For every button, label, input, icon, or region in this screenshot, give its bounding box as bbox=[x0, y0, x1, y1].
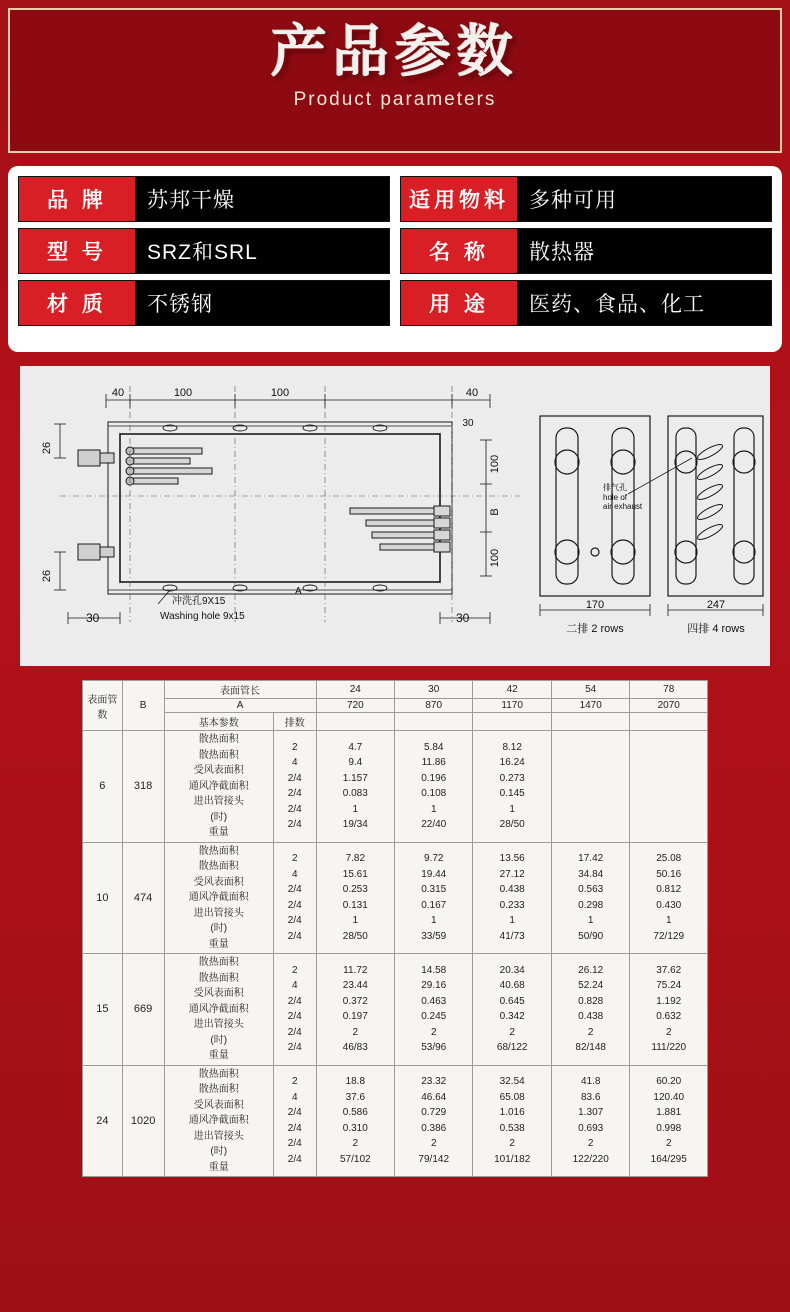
cell-value: 20.34 bbox=[499, 964, 525, 976]
cell-value: 5.84 bbox=[423, 741, 444, 753]
cell-value: 2 bbox=[587, 1138, 594, 1150]
cell-value: 4.7 bbox=[348, 741, 363, 753]
cell-value: 75.24 bbox=[656, 980, 682, 992]
spec-value-model: SRZ和SRL bbox=[135, 229, 389, 273]
param-label: 受风表面积 bbox=[193, 765, 244, 776]
note-air-exhaust-cn: 排气孔 bbox=[603, 483, 627, 492]
param-label: 散热面积 bbox=[198, 749, 239, 761]
cell-value: 2 bbox=[665, 1026, 672, 1038]
cell-value: 37.62 bbox=[656, 964, 682, 976]
cell-value: 23.44 bbox=[342, 980, 368, 992]
cell-value: 32.54 bbox=[499, 1076, 525, 1088]
group-b: 474 bbox=[122, 842, 164, 954]
cell-g3-c5 bbox=[630, 954, 708, 1066]
rows-value: 2/4 bbox=[287, 1138, 302, 1150]
cell-value: 50/90 bbox=[578, 930, 604, 942]
header-length-54: 54 bbox=[551, 681, 630, 699]
cell-value: 14.58 bbox=[421, 964, 447, 976]
caption-4-rows: 四排 4 rows bbox=[687, 623, 745, 635]
cell-value: 1.881 bbox=[656, 1107, 682, 1119]
cell-value: 0.315 bbox=[421, 884, 447, 896]
rows-values-1 bbox=[273, 731, 316, 843]
dim-100-r2: 100 bbox=[489, 548, 501, 568]
cell-value: 11.72 bbox=[343, 964, 368, 976]
spec-key-name: 名 称 bbox=[401, 229, 517, 273]
table-row bbox=[83, 731, 708, 843]
dim-30-small: 30 bbox=[462, 418, 474, 429]
cell-value: 0.372 bbox=[342, 995, 368, 1007]
param-label: 受风表面积 bbox=[193, 988, 244, 999]
rows-value: 4 bbox=[291, 980, 298, 992]
param-label-list-3 bbox=[164, 954, 273, 1066]
param-label-list-2 bbox=[164, 842, 273, 954]
cell-value: 65.08 bbox=[499, 1091, 525, 1103]
table-header-row-1 bbox=[83, 681, 708, 699]
cell-g2-c4 bbox=[551, 842, 630, 954]
rows-value: 2 bbox=[291, 964, 298, 976]
note-air-exhaust-en2: air exhaust bbox=[603, 502, 643, 511]
cell-value: 19.44 bbox=[421, 868, 447, 880]
param-label: 重量 bbox=[208, 1161, 229, 1173]
header-surface-length-a: A bbox=[164, 699, 316, 713]
cell-g2-c5 bbox=[630, 842, 708, 954]
note-washing-hole-en: Washing hole 9x15 bbox=[160, 611, 245, 622]
rows-value: 2 bbox=[291, 1076, 298, 1088]
spec-table bbox=[8, 166, 782, 352]
dim-170: 170 bbox=[585, 599, 605, 611]
param-label: (时) bbox=[210, 923, 228, 934]
cell-g1-c1 bbox=[316, 731, 394, 843]
dim-B-label: B bbox=[489, 508, 501, 516]
spec-key-usage: 用 途 bbox=[401, 281, 517, 325]
cell-g2-c1 bbox=[316, 842, 394, 954]
cell-value: 29.16 bbox=[421, 980, 447, 992]
dim-100-r1: 100 bbox=[489, 454, 501, 474]
header-b: B bbox=[122, 681, 164, 731]
param-label: 通风净截面积 bbox=[188, 1115, 249, 1126]
param-label: 重量 bbox=[208, 938, 229, 950]
param-label-list-1 bbox=[164, 731, 273, 843]
header-a-1470: 1470 bbox=[551, 699, 630, 713]
dim-100-b: 100 bbox=[270, 387, 290, 399]
cell-value: 0.253 bbox=[342, 884, 368, 896]
header-surface-length-cn: 表面管长 bbox=[164, 681, 316, 699]
cell-value: 28/50 bbox=[499, 819, 525, 831]
cell-value: 9.4 bbox=[348, 757, 363, 769]
param-label: 散热面积 bbox=[198, 972, 239, 984]
header-length-24: 24 bbox=[316, 681, 394, 699]
dim-40-right: 40 bbox=[465, 387, 479, 399]
param-label: 通风净截面积 bbox=[188, 780, 249, 792]
spec-key-material-applicable: 适用物料 bbox=[401, 177, 517, 221]
cell-value: 0.586 bbox=[342, 1107, 368, 1119]
cell-value: 0.438 bbox=[499, 884, 525, 896]
rows-value: 4 bbox=[291, 757, 298, 769]
note-washing-hole-cn: 冲洗孔9X15 bbox=[172, 596, 226, 607]
cell-value: 82/148 bbox=[575, 1042, 606, 1054]
cell-g4-c2 bbox=[395, 1065, 473, 1177]
header-a-720: 720 bbox=[316, 699, 394, 713]
spec-row-name bbox=[400, 228, 772, 274]
cell-value: 0.197 bbox=[342, 1011, 368, 1023]
cell-value: 0.131 bbox=[342, 899, 368, 911]
cell-g3-c3 bbox=[473, 954, 552, 1066]
cell-value: 57/102 bbox=[340, 1153, 371, 1165]
dim-40-left: 40 bbox=[111, 387, 125, 399]
cell-value: 1.016 bbox=[499, 1107, 525, 1119]
header-blank-5 bbox=[630, 713, 708, 731]
cell-value: 53/96 bbox=[421, 1042, 447, 1054]
rows-value: 4 bbox=[291, 868, 298, 880]
header-a-1170: 1170 bbox=[473, 699, 552, 713]
cell-value: 0.298 bbox=[578, 899, 604, 911]
group-no: 6 bbox=[83, 731, 123, 843]
cell-value: 13.56 bbox=[499, 853, 525, 865]
cell-value: 120.40 bbox=[653, 1091, 685, 1103]
dim-30-bottom-left: 30 bbox=[86, 611, 100, 625]
cell-g3-c4 bbox=[551, 954, 630, 1066]
cell-value: 83.6 bbox=[580, 1091, 601, 1103]
cell-value: 0.693 bbox=[578, 1122, 604, 1134]
rows-value: 2 bbox=[291, 741, 298, 753]
cell-value: 26.12 bbox=[578, 964, 604, 976]
cell-value: 0.430 bbox=[656, 899, 682, 911]
dim-30-bottom-right: 30 bbox=[456, 611, 470, 625]
rows-values-2 bbox=[273, 842, 316, 954]
cell-value: 50.16 bbox=[656, 868, 682, 880]
cell-value: 0.645 bbox=[499, 995, 525, 1007]
group-no: 10 bbox=[83, 842, 123, 954]
cell-value: 0.538 bbox=[499, 1122, 525, 1134]
cell-value: 17.42 bbox=[578, 853, 604, 865]
param-label: 散热面积 bbox=[198, 957, 239, 968]
cell-value: 1 bbox=[665, 915, 672, 927]
cell-value: 111/220 bbox=[651, 1042, 687, 1054]
cell-value: 164/295 bbox=[650, 1153, 687, 1165]
header-blank-1 bbox=[316, 713, 394, 731]
spec-key-brand: 品 牌 bbox=[19, 177, 135, 221]
cell-value: 22/40 bbox=[421, 819, 447, 831]
cell-value: 33/59 bbox=[421, 930, 447, 942]
dim-26-top: 26 bbox=[41, 441, 53, 455]
cell-value: 15.61 bbox=[342, 868, 368, 880]
header-length-30: 30 bbox=[395, 681, 473, 699]
cell-value: 1 bbox=[509, 915, 515, 927]
cell-value: 1 bbox=[587, 915, 594, 927]
cell-value: 0.438 bbox=[578, 1011, 604, 1023]
spec-value-brand: 苏邦干燥 bbox=[135, 177, 389, 221]
rows-value: 2/4 bbox=[287, 995, 302, 1007]
rows-value: 2/4 bbox=[287, 1107, 302, 1119]
cell-value: 0.463 bbox=[421, 995, 447, 1007]
cell-g4-c5 bbox=[630, 1065, 708, 1177]
cell-g3-c2 bbox=[395, 954, 473, 1066]
cell-value: 2 bbox=[430, 1026, 437, 1038]
rows-value: 2/4 bbox=[287, 819, 302, 831]
cell-value: 0.998 bbox=[656, 1122, 682, 1134]
drawing-svg bbox=[20, 366, 770, 666]
cell-value: 2 bbox=[352, 1026, 359, 1038]
param-label: 受风表面积 bbox=[193, 1099, 244, 1111]
cell-g4-c4 bbox=[551, 1065, 630, 1177]
cell-value: 122/220 bbox=[572, 1153, 609, 1165]
header-banner bbox=[8, 8, 782, 153]
param-label: 散热面积 bbox=[198, 861, 239, 872]
table-row bbox=[83, 1065, 708, 1177]
group-b: 669 bbox=[122, 954, 164, 1066]
cell-value: 79/142 bbox=[418, 1153, 450, 1165]
cell-value: 46.64 bbox=[421, 1091, 447, 1103]
rows-value: 2/4 bbox=[287, 1153, 302, 1165]
group-no: 24 bbox=[83, 1065, 123, 1177]
header-a-870: 870 bbox=[395, 699, 473, 713]
cell-value: 1.157 bbox=[342, 772, 368, 784]
rows-value: 2/4 bbox=[287, 915, 302, 927]
cell-value: 41.8 bbox=[580, 1076, 601, 1088]
cell-g4-c3 bbox=[473, 1065, 552, 1177]
rows-value: 2/4 bbox=[287, 930, 302, 942]
param-label: 进出管接头 bbox=[193, 1130, 244, 1142]
cell-value: 25.08 bbox=[656, 853, 682, 865]
table-header-row-2 bbox=[83, 699, 708, 713]
spec-key-material: 材 质 bbox=[19, 281, 135, 325]
rows-value: 2/4 bbox=[287, 899, 302, 911]
param-label: 散热面积 bbox=[198, 1084, 239, 1095]
spec-row-material-applicable bbox=[400, 176, 772, 222]
caption-2-rows: 二排 2 rows bbox=[566, 623, 624, 635]
param-label: 进出管接头 bbox=[193, 907, 244, 919]
cell-value: 0.145 bbox=[499, 788, 525, 800]
page-title: 产品参数 bbox=[271, 20, 519, 85]
cell-g2-c3 bbox=[473, 842, 552, 954]
cell-g1-c5 bbox=[630, 731, 708, 843]
cell-value: 2 bbox=[509, 1026, 515, 1038]
group-b: 318 bbox=[122, 731, 164, 843]
cell-value: 1.192 bbox=[656, 995, 682, 1007]
rows-value: 2/4 bbox=[287, 788, 302, 800]
param-label: (时) bbox=[210, 1146, 228, 1157]
cell-g1-c4 bbox=[551, 731, 630, 843]
group-no: 15 bbox=[83, 954, 123, 1066]
dim-26-bottom: 26 bbox=[41, 569, 53, 583]
cell-value: 1 bbox=[509, 803, 515, 815]
dim-247: 247 bbox=[706, 599, 726, 611]
cell-value: 34.84 bbox=[578, 868, 604, 880]
spec-grid bbox=[18, 176, 772, 326]
cell-value: 0.167 bbox=[421, 899, 447, 911]
rows-value: 2/4 bbox=[287, 1026, 302, 1038]
cell-value: 0.245 bbox=[421, 1011, 447, 1023]
cell-value: 0.310 bbox=[342, 1122, 368, 1134]
cell-value: 1 bbox=[430, 803, 437, 815]
param-label: (时) bbox=[210, 1034, 228, 1046]
header-blank-3 bbox=[473, 713, 552, 731]
param-label: 散热面积 bbox=[198, 845, 239, 857]
cell-value: 0.812 bbox=[656, 884, 682, 896]
param-label: 通风净截面积 bbox=[188, 1003, 249, 1015]
cell-value: 8.12 bbox=[502, 741, 522, 753]
spec-row-material bbox=[18, 280, 390, 326]
mark-a: A bbox=[295, 586, 302, 597]
cell-value: 72/129 bbox=[653, 930, 685, 942]
cell-value: 27.12 bbox=[499, 868, 525, 880]
cell-value: 2 bbox=[509, 1138, 515, 1150]
header-blank-4 bbox=[551, 713, 630, 731]
rows-value: 4 bbox=[291, 1091, 298, 1103]
group-b: 1020 bbox=[122, 1065, 164, 1177]
rows-value: 2 bbox=[291, 853, 298, 865]
cell-value: 0.563 bbox=[578, 884, 604, 896]
param-label: (时) bbox=[210, 811, 228, 823]
spec-value-material-applicable: 多种可用 bbox=[517, 177, 771, 221]
cell-value: 60.20 bbox=[656, 1076, 682, 1088]
header-blank-2 bbox=[395, 713, 473, 731]
page-subtitle: Product parameters bbox=[293, 88, 497, 110]
spec-row-model bbox=[18, 228, 390, 274]
param-label: 散热面积 bbox=[198, 734, 239, 745]
cell-value: 101/182 bbox=[494, 1153, 531, 1165]
rows-value: 2/4 bbox=[287, 1042, 302, 1054]
cell-value: 40.68 bbox=[499, 980, 525, 992]
cell-value: 11.86 bbox=[421, 757, 446, 769]
technical-drawing bbox=[20, 366, 770, 666]
param-label: 散热面积 bbox=[198, 1068, 239, 1080]
header-length-42: 42 bbox=[473, 681, 552, 699]
cell-value: 0.632 bbox=[656, 1011, 682, 1023]
cell-value: 0.083 bbox=[342, 788, 368, 800]
cell-value: 16.24 bbox=[499, 757, 525, 769]
spec-value-material: 不锈钢 bbox=[135, 281, 389, 325]
cell-value: 1 bbox=[352, 803, 359, 815]
rows-value: 2/4 bbox=[287, 884, 302, 896]
header-basic-parameter: 基本参数 bbox=[164, 713, 273, 731]
cell-value: 2 bbox=[665, 1138, 672, 1150]
cell-g1-c3 bbox=[473, 731, 552, 843]
cell-value: 2 bbox=[352, 1138, 359, 1150]
header-surface-tube-count: 表面管数 bbox=[83, 681, 123, 731]
cell-value: 0.196 bbox=[421, 772, 447, 784]
table-header-row-3 bbox=[83, 713, 708, 731]
cell-value: 28/50 bbox=[342, 930, 368, 942]
spec-value-name: 散热器 bbox=[517, 229, 771, 273]
parameter-table-wrap bbox=[82, 680, 708, 1177]
cell-value: 0.729 bbox=[421, 1107, 447, 1119]
cell-value: 7.82 bbox=[345, 853, 366, 865]
param-label: 受风表面积 bbox=[193, 876, 244, 888]
param-label: 进出管接头 bbox=[193, 796, 244, 807]
cell-g1-c2 bbox=[395, 731, 473, 843]
param-label: 进出管接头 bbox=[193, 1019, 244, 1030]
cell-value: 52.24 bbox=[578, 980, 604, 992]
rows-value: 2/4 bbox=[287, 1122, 302, 1134]
table-row bbox=[83, 954, 708, 1066]
cell-value: 0.342 bbox=[499, 1011, 525, 1023]
cell-value: 0.233 bbox=[499, 899, 525, 911]
cell-g4-c1 bbox=[316, 1065, 394, 1177]
dim-100-a: 100 bbox=[173, 387, 193, 399]
spec-row-usage bbox=[400, 280, 772, 326]
cell-value: 18.8 bbox=[345, 1076, 366, 1088]
cell-value: 0.386 bbox=[421, 1122, 447, 1134]
cell-value: 23.32 bbox=[421, 1076, 447, 1088]
cell-value: 0.108 bbox=[421, 788, 447, 800]
header-rows-count: 排数 bbox=[273, 713, 316, 731]
rows-value: 2/4 bbox=[287, 772, 302, 784]
cell-value: 1 bbox=[352, 915, 359, 927]
param-label: 重量 bbox=[208, 827, 229, 838]
cell-g3-c1 bbox=[316, 954, 394, 1066]
param-label: 通风净截面积 bbox=[188, 892, 249, 903]
cell-value: 0.828 bbox=[578, 995, 604, 1007]
cell-value: 68/122 bbox=[496, 1042, 528, 1054]
cell-value: 1.307 bbox=[578, 1107, 604, 1119]
rows-value: 2/4 bbox=[287, 1011, 302, 1023]
cell-value: 41/73 bbox=[499, 930, 525, 942]
spec-row-brand bbox=[18, 176, 390, 222]
rows-value: 2/4 bbox=[287, 803, 302, 815]
cell-value: 0.273 bbox=[499, 772, 525, 784]
cell-value: 2 bbox=[587, 1026, 594, 1038]
rows-values-4 bbox=[273, 1065, 316, 1177]
cell-value: 37.6 bbox=[345, 1091, 366, 1103]
cell-value: 46/83 bbox=[342, 1042, 368, 1054]
cell-value: 2 bbox=[430, 1138, 437, 1150]
header-length-78: 78 bbox=[630, 681, 708, 699]
cell-value: 9.72 bbox=[423, 853, 444, 865]
note-air-exhaust-en1: hole of bbox=[603, 493, 628, 502]
header-a-2070: 2070 bbox=[630, 699, 708, 713]
spec-key-model: 型 号 bbox=[19, 229, 135, 273]
cell-value: 19/34 bbox=[342, 819, 368, 831]
spec-value-usage: 医药、食品、化工 bbox=[517, 281, 771, 325]
cell-g2-c2 bbox=[395, 842, 473, 954]
rows-values-3 bbox=[273, 954, 316, 1066]
param-label: 重量 bbox=[208, 1050, 229, 1061]
parameter-table bbox=[82, 680, 708, 1177]
param-label-list-4 bbox=[164, 1065, 273, 1177]
table-row bbox=[83, 842, 708, 954]
cell-value: 1 bbox=[430, 915, 437, 927]
